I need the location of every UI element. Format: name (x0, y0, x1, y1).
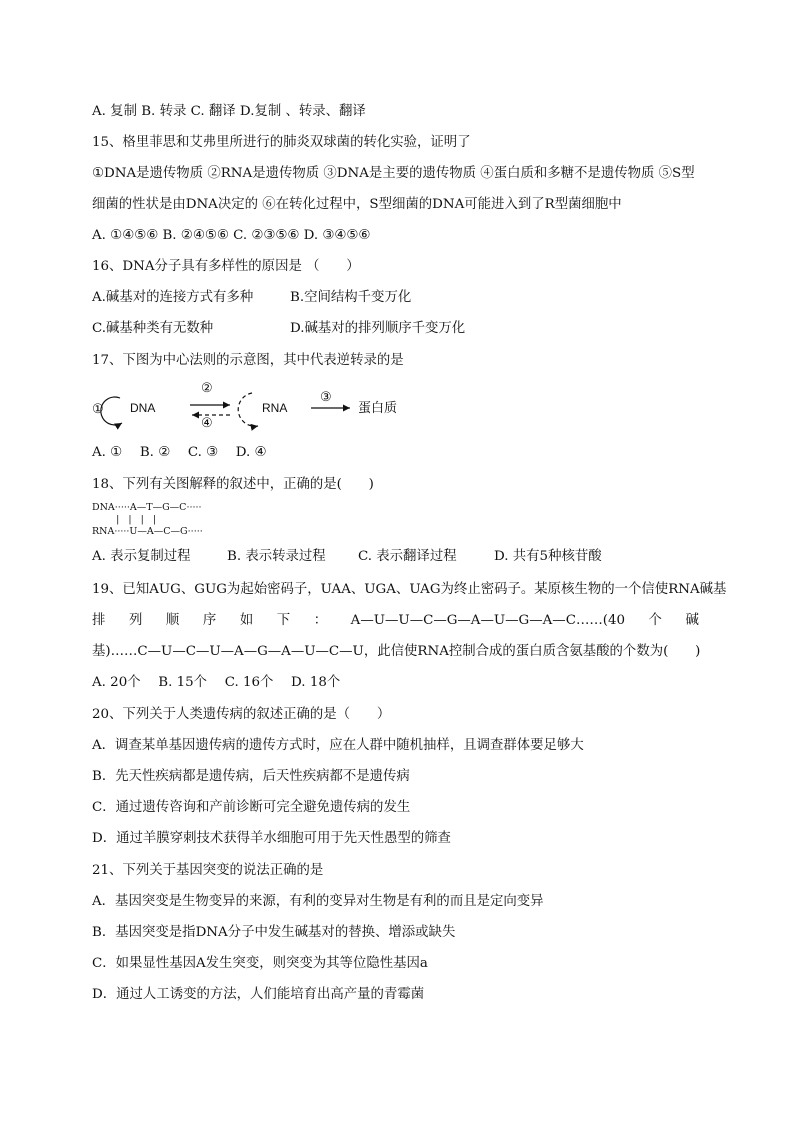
q19-word: 个 (648, 613, 662, 628)
q18-option-c: C. 表示翻译过程 (358, 549, 457, 564)
q17-options: A. ① B. ② C. ③ D. ④ (92, 445, 267, 460)
dna-replication-loop (101, 397, 122, 425)
rna-replication-loop (238, 393, 258, 426)
q15-options: A. ①④⑤⑥ B. ②④⑤⑥ C. ②③⑤⑥ D. ③④⑤⑥ (92, 228, 371, 243)
q21-option-c: C．如果显性基因A发生突变，则突变为其等位隐性基因a (92, 956, 428, 971)
q15-statements-line1: ①DNA是遗传物质 ②RNA是遗传物质 ③DNA是主要的遗传物质 ④蛋白质和多糖不是遗传物质 ⑤S型 (92, 166, 695, 181)
q21-option-b: B．基因突变是指DNA分子中发生碱基对的替换、增添或缺失 (92, 925, 456, 940)
diagram-label-2: ② (201, 381, 213, 396)
q20-option-d: D．通过羊膜穿刺技术获得羊水细胞可用于先天性愚型的筛查 (92, 831, 451, 846)
q19-line3: 基)……C—U—C—U—A—G—A—U—C—U，此信使RNA控制合成的蛋白质含氨基酸的个数为( ) (92, 644, 701, 659)
q18-option-d: D. 共有5种核苷酸 (494, 549, 602, 564)
q20-option-a: A．调查某单基因遗传病的遗传方式时，应在人群中随机抽样，且调查群体要足够大 (92, 738, 584, 753)
q19-word: 碱 (685, 613, 699, 628)
q19-word: ： (313, 613, 328, 628)
q16-option-b: B.空间结构千变万化 (290, 290, 412, 305)
q19-word: 序 (202, 613, 217, 628)
q19-word: 列 (128, 613, 143, 628)
q19-line1: 19、已知AUG、GUG为起始密码子，UAA、UGA、UAG为终止密码子。某原核生物的一个信使RNA碱基 (92, 582, 727, 597)
q16-option-c: C.碱基种类有无数种 (92, 321, 214, 336)
q18-option-a: A. 表示复制过程 (92, 549, 191, 564)
q19-sequence: A—U—U—C—G—A—U—G—A—C……(40 (350, 613, 625, 628)
q18-base-pair-bonds: | | | | (92, 514, 157, 525)
q20-option-b: B．先天性疾病都是遗传病，后天性疾病都不是遗传病 (92, 769, 410, 784)
diagram-dna-label: DNA (130, 401, 156, 415)
q15-stem: 15、格里菲思和艾弗里所进行的肺炎双球菌的转化实验，证明了 (92, 135, 471, 150)
q18-option-b: B. 表示转录过程 (227, 549, 326, 564)
q19-word: 排 (92, 613, 106, 628)
q20-option-c: C．通过遗传咨询和产前诊断可完全避免遗传病的发生 (92, 800, 411, 815)
diagram-protein-label: 蛋白质 (358, 401, 398, 416)
q21-stem: 21、下列关于基因突变的说法正确的是 (92, 863, 324, 878)
diagram-label-4: ④ (201, 416, 213, 431)
diagram-label-1: ① (92, 402, 104, 417)
q21-option-d: D．通过人工诱变的方法，人们能培育出高产量的青霉菌 (92, 987, 425, 1002)
q19-line2 (92, 612, 699, 630)
diagram-label-3: ③ (320, 390, 332, 405)
q19-word: 顺 (165, 613, 180, 628)
q14-options: A. 复制 B. 转录 C. 翻译 D.复制 、转录、翻译 (92, 104, 366, 119)
q19-word: 如 (239, 613, 254, 628)
q16-option-a: A.碱基对的连接方式有多种 (92, 290, 254, 305)
q17-stem: 17、下图为中心法则的示意图，其中代表逆转录的是 (92, 353, 404, 368)
q18-dna-strand: DNA·····A—T—G—C····· (92, 502, 202, 513)
q18-rna-strand: RNA·····U—A—C—G····· (92, 526, 203, 537)
q18-stem: 18、下列有关图解释的叙述中，正确的是( ) (92, 477, 374, 492)
q20-stem: 20、下列关于人类遗传病的叙述正确的是（ ） (92, 707, 391, 722)
q16-stem: 16、DNA分子具有多样性的原因是 （ ） (92, 259, 360, 274)
q16-option-d: D.碱基对的排列顺序千变万化 (290, 321, 466, 336)
q19-word: 下 (276, 613, 291, 628)
q21-option-a: A．基因突变是生物变异的来源，有利的变异对生物是有利的而且是定向变异 (92, 894, 544, 909)
diagram-rna-label: RNA (262, 401, 288, 415)
q19-options: A. 20个 B. 15个 C. 16个 D. 18个 (92, 675, 341, 690)
q15-statements-line2: 细菌的性状是由DNA决定的 ⑥在转化过程中，S型细菌的DNA可能进入到了R型菌细胞中 (92, 197, 622, 212)
